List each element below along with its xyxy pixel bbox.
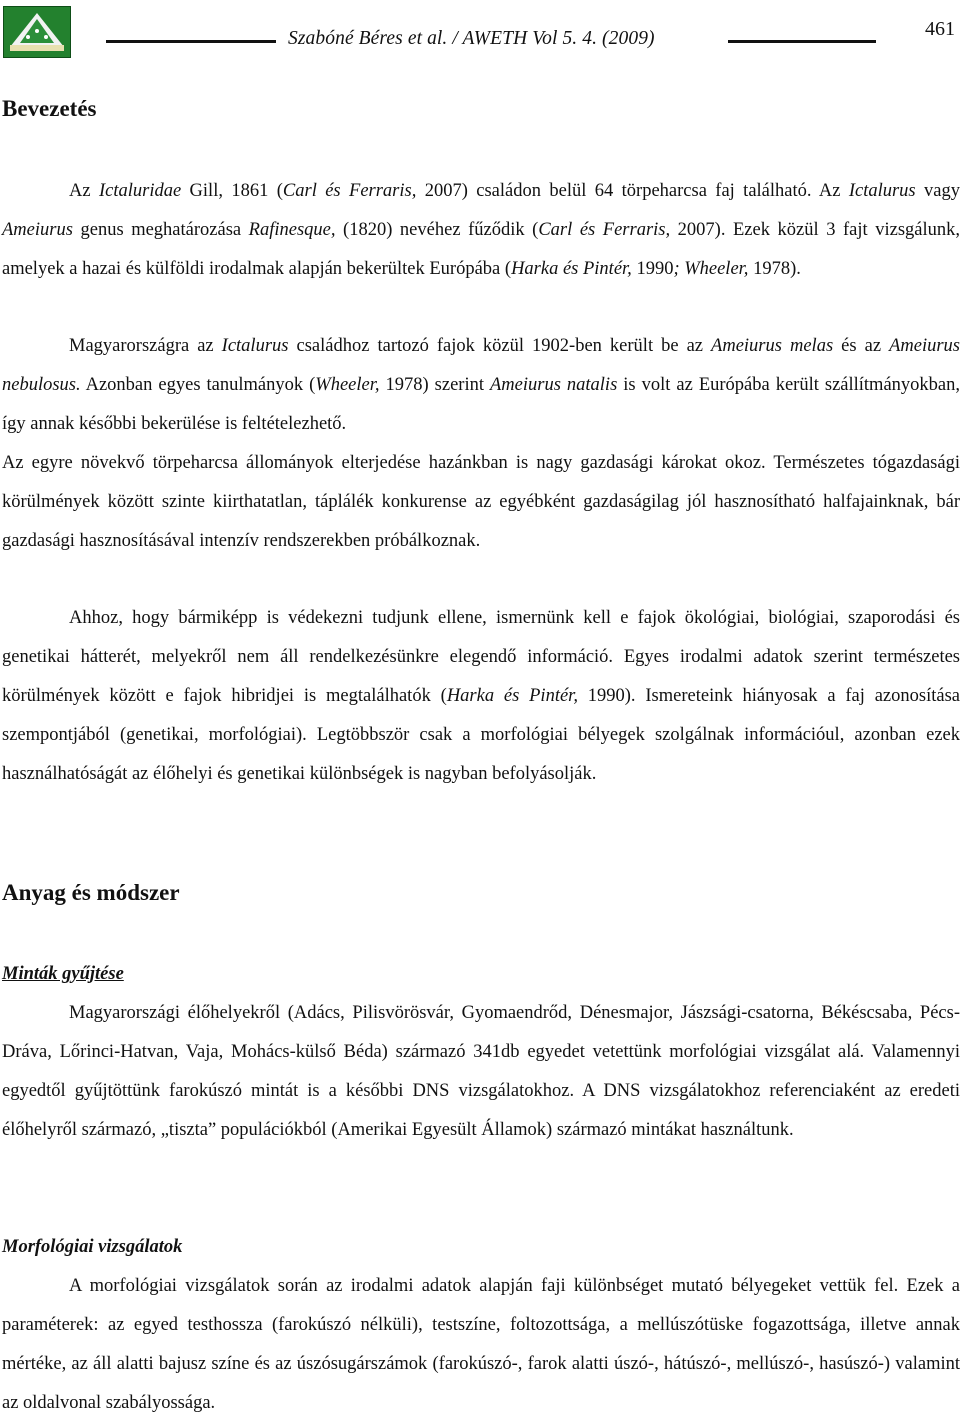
header-rule-left xyxy=(106,40,276,43)
paragraph-intro-3: Az egyre növekvő törpeharcsa állományok elterjedése hazánkban is nagy gazdasági károkat okoz. Természetes tógazdasági körülmények között szinte kiirthatatlan, táplálék konkurense az egyébként gazdaságilag jól hasznosítható halfajainknak, bár gazdasági hasznosításával intenzív rendszerekben próbálkoznak. xyxy=(2,453,960,551)
paragraph-morphology: A morfológiai vizsgálatok során az irodalmi adatok alapján faji különbséget mutató bélyegeket vettük fel. Ezek a paraméterek: az egyed testhossza (farokúszó nélküli), testszíne, foltozottsága, a mellúszótüske fogazottsága, illetve annak mértéke, az áll alatti bajusz színe és az úszósugárszámok (farokúszó-, farok alatti úszó-, hátúszó-, mellúszó-, hasúszó-) valamint az oldalvonal szabályossága. xyxy=(2,1276,960,1413)
journal-logo xyxy=(3,6,71,58)
page-number: 461 xyxy=(925,18,955,40)
paragraph-intro-1: Az Ictaluridae Gill, 1861 (Carl és Ferraris, 2007) családon belül 64 törpeharcsa faj található. Az Ictalurus vagy Ameiurus genus meghatározása Rafinesque, (1820) nevéhez fűződik (Carl és Ferraris, 2007). Ezek közül 3 fajt vizsgálunk, amelyek a hazai és külföldi irodalmak alapján bekerültek Európába (Harka és Pintér, 1990; Wheeler, 1978). xyxy=(2,181,960,279)
paragraph-sampling: Magyarországi élőhelyekről (Adács, Pilisvörösvár, Gyomaendrőd, Dénesmajor, Jászsági-csatorna, Békéscsaba, Pécs-Dráva, Lőrinci-Hatvan, Vaja, Mohács-külső Béda) származó 341db egyedet vetettünk morfológiai vizsgálat alá. Valamennyi egyedtől gyűjtöttünk farokúszó mintát is a későbbi DNS vizsgálatokhoz. A DNS vizsgálatokhoz referenciaként az eredeti élőhelyről származó, „tiszta” populációkból (Amerikai Egyesült Államok) származó mintákat használtunk. xyxy=(2,1003,960,1140)
subsection-heading-morphology: Morfológiai vizsgálatok xyxy=(2,1237,183,1257)
page-header xyxy=(0,0,960,60)
section-heading-intro: Bevezetés xyxy=(2,96,97,121)
header-rule-right xyxy=(728,40,876,43)
section-heading-methods: Anyag és módszer xyxy=(2,880,180,905)
logo-graphic xyxy=(4,7,70,57)
subsection-heading-sampling: Minták gyűjtése xyxy=(2,964,124,984)
journal-citation: Szabóné Béres et al. / AWETH Vol 5. 4. (2009) xyxy=(288,28,655,49)
paragraph-intro-2: Magyarországra az Ictalurus családhoz tartozó fajok közül 1902-ben került be az Ameiurus melas és az Ameiurus nebulosus. Azonban egyes tanulmányok (Wheeler, 1978) szerint Ameiurus natalis is volt az Európába került szállítmányokban, így annak későbbi bekerülése is feltételezhető. xyxy=(2,336,960,434)
paragraph-intro-4: Ahhoz, hogy bármiképp is védekezni tudjunk ellene, ismernünk kell e fajok ökológiai, biológiai, szaporodási és genetikai hátterét, melyekről nem áll rendelkezésünkre elegendő információ. Egyes irodalmi adatok szerint természetes körülmények között e fajok hibridjei is megtalálhatók (Harka és Pintér, 1990). Ismereteink hiányosak a faj azonosítása szempontjából (genetikai, morfológiai). Legtöbbször csak a morfológiai bélyegek szolgálnak információul, azonban ezek használhatóságát az élőhelyi és genetikai különbségek is nagyban befolyásolják. xyxy=(2,608,960,784)
